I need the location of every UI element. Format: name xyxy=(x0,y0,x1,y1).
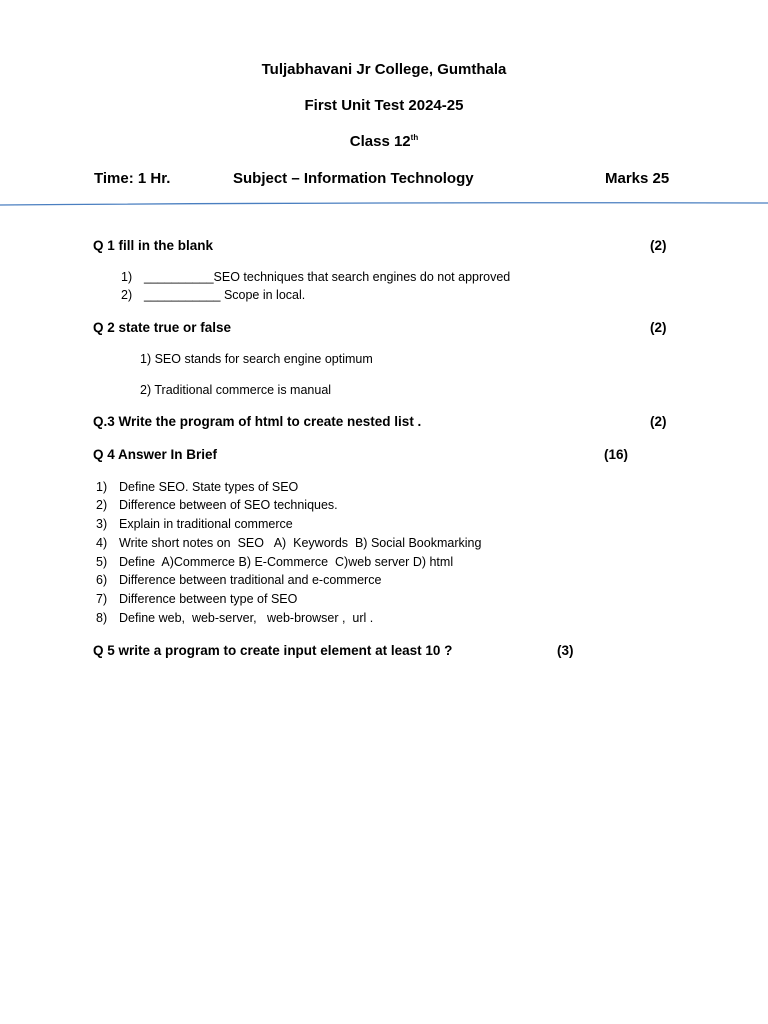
question-4-marks: (16) xyxy=(604,447,629,462)
total-marks-label: Marks 25 xyxy=(605,170,670,187)
q4-item: Difference between traditional and e-commerce xyxy=(119,573,382,587)
q4-item-number: 3) xyxy=(96,517,108,531)
q4-item-number: 5) xyxy=(96,555,108,569)
q2-item: 1) SEO stands for search engine optimum xyxy=(140,352,373,366)
q4-item-number: 8) xyxy=(96,611,108,625)
q4-item-number: 2) xyxy=(96,498,108,512)
question-3-marks: (2) xyxy=(650,414,667,429)
q4-item: Define A)Commerce B) E-Commerce C)web server D) html xyxy=(119,555,454,569)
question-2-title: Q 2 state true or false xyxy=(93,320,232,335)
q4-item-number: 6) xyxy=(96,573,108,587)
q2-item: 2) Traditional commerce is manual xyxy=(140,383,332,397)
class-label xyxy=(0,133,768,150)
q4-item: Write short notes on SEO A) Keywords B) Social Bookmarking xyxy=(119,536,482,550)
q4-item: Define web, web-server, web-browser , url . xyxy=(119,611,374,625)
q4-item: Explain in traditional commerce xyxy=(119,517,293,531)
question-1-title: Q 1 fill in the blank xyxy=(93,238,214,253)
subject-label: Subject – Information Technology xyxy=(233,170,474,187)
q4-item-number: 1) xyxy=(96,480,108,494)
question-3-title: Q.3 Write the program of html to create nested list . xyxy=(93,414,422,429)
question-5-title: Q 5 write a program to create input element at least 10 ? xyxy=(93,643,453,658)
header-divider xyxy=(0,200,768,208)
question-5-marks: (3) xyxy=(557,643,574,658)
q4-item-number: 4) xyxy=(96,536,108,550)
q4-item-number: 7) xyxy=(96,592,108,606)
question-4-title: Q 4 Answer In Brief xyxy=(93,447,218,462)
class-superscript: th xyxy=(410,133,419,142)
question-2-marks: (2) xyxy=(650,320,667,335)
q1-item: ___________ Scope in local. xyxy=(144,288,306,302)
class-text: Class 12 xyxy=(349,133,411,150)
college-name: Tuljabhavani Jr College, Gumthala xyxy=(261,61,507,78)
q4-item: Difference between of SEO techniques. xyxy=(119,498,338,512)
q1-item-number: 2) xyxy=(121,288,133,302)
time-label: Time: 1 Hr. xyxy=(94,170,171,187)
q1-item-number: 1) xyxy=(121,270,133,284)
q1-item: __________SEO techniques that search engines do not approved xyxy=(144,270,511,284)
q4-item: Define SEO. State types of SEO xyxy=(119,480,299,494)
exam-info-row xyxy=(0,170,768,190)
exam-title: First Unit Test 2024-25 xyxy=(304,97,464,114)
question-1-marks: (2) xyxy=(650,238,667,253)
q4-item: Difference between type of SEO xyxy=(119,592,298,606)
